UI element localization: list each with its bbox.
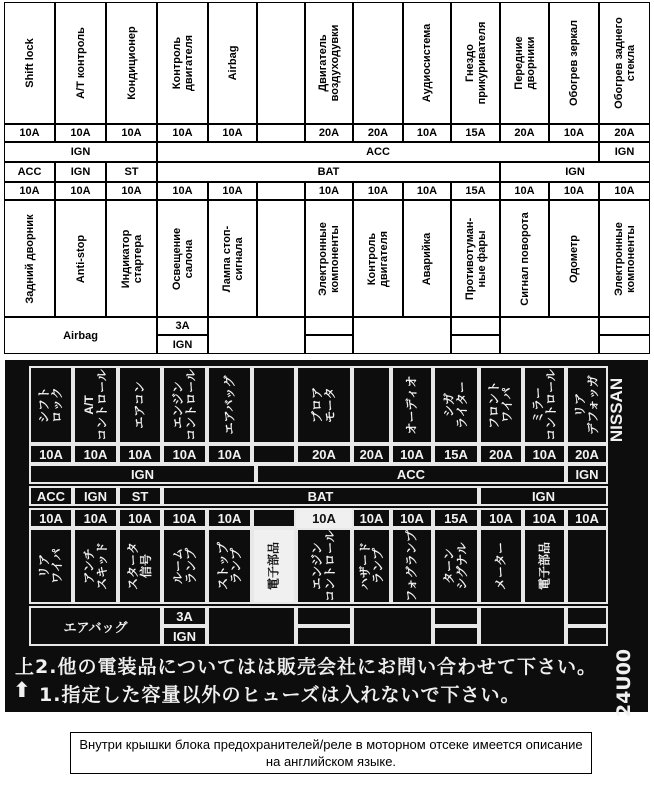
lower-label-2-cell (106, 200, 157, 317)
jp-header-label-4: エアバッグ (222, 375, 236, 435)
header-label-0-cell (4, 2, 55, 124)
header-label-6-cell (305, 2, 353, 124)
jp-upper-amp-5 (252, 444, 296, 464)
jp-empty-block-6 (433, 626, 479, 646)
lower-label-7: Контроль двигателя (366, 230, 390, 287)
empty-block-8 (599, 317, 650, 335)
lower-label-1: Anti-stop (74, 234, 87, 283)
lower-label-5-cell (257, 200, 305, 317)
lower-label-1-cell (55, 200, 106, 317)
airbag-power: IGN (157, 335, 208, 354)
jp-upper-amp-0: 10A (29, 444, 73, 464)
jp-airbag-label: エアバッグ (29, 606, 162, 646)
lower-label-0-cell (4, 200, 55, 317)
header-label-8-cell (403, 2, 451, 124)
header-label-10: Передние дворники (512, 36, 537, 90)
lower-amp-1: 10A (55, 182, 106, 200)
jp-lower-amp-11: 10A (523, 508, 566, 528)
lower-amp-4: 10A (208, 182, 257, 200)
header-label-4-cell (208, 2, 257, 124)
middle-power-st: ST (106, 162, 157, 182)
jp-empty-block-2 (296, 606, 352, 626)
upper-amp-6: 20A (305, 124, 353, 142)
header-label-9-cell (451, 2, 500, 124)
header-label-8: Аудиосистема (421, 23, 433, 103)
lower-label-0: Задний дворник (23, 213, 36, 304)
lower-amp-3: 10A (157, 182, 208, 200)
jp-header-label-12-cell (566, 366, 608, 444)
empty-block-6 (451, 335, 500, 354)
jp-upper-amp-9: 15A (433, 444, 479, 464)
jp-header-label-4-cell (207, 366, 252, 444)
lower-label-10: Сигнал поворота (518, 211, 531, 306)
jp-middle-power-acc: ACC (29, 486, 73, 506)
jp-lower-label-3: ルーム ランプ (170, 547, 198, 585)
jp-lower-label-0-cell (29, 528, 73, 604)
jp-lower-label-11-cell (523, 528, 566, 604)
upper-power-acc: ACC (157, 142, 599, 162)
jp-empty-block-4 (352, 606, 433, 646)
upper-amp-9: 15A (451, 124, 500, 142)
jp-header-label-11-cell (523, 366, 566, 444)
jp-lower-amp-9: 15A (433, 508, 479, 528)
jp-lower-amp-4: 10A (207, 508, 252, 528)
lower-label-2: Индикатор стартера (119, 229, 144, 288)
header-label-9: Гнездо прикуривателя (463, 21, 488, 105)
header-label-2-cell (106, 2, 157, 124)
header-label-7-cell (353, 2, 403, 124)
header-label-12-cell (599, 2, 650, 124)
upper-amp-7: 20A (353, 124, 403, 142)
lower-label-3-cell (157, 200, 208, 317)
jp-header-label-12: リア デフォッガ (573, 375, 600, 435)
jp-empty-block-1 (207, 606, 296, 646)
jp-lower-amp-1: 10A (73, 508, 118, 528)
jp-airbag-power: IGN (162, 626, 207, 646)
jp-upper-amp-7: 20A (352, 444, 391, 464)
lower-amp-5 (257, 182, 305, 200)
upper-amp-8: 10A (403, 124, 451, 142)
empty-block-9 (599, 335, 650, 354)
jp-header-label-11: ミラー コントロール (530, 369, 558, 441)
header-label-1-cell (55, 2, 106, 124)
header-label-10-cell (500, 2, 549, 124)
jp-header-label-6: ブロア モータ (310, 386, 337, 424)
jp-lower-label-2: スタータ 信号 (126, 541, 153, 591)
jp-lower-label-9-cell (433, 528, 479, 604)
lower-label-7-cell (353, 200, 403, 317)
jp-header-label-8-cell (391, 366, 433, 444)
jp-lower-amp-6: 10A (296, 508, 352, 528)
lower-label-11-cell (549, 200, 599, 317)
lower-amp-10: 10A (500, 182, 549, 200)
jp-header-label-1-cell (73, 366, 118, 444)
jp-empty-block-3 (296, 626, 352, 646)
jp-lower-label-4: ストップ ランプ (215, 542, 243, 590)
lower-label-6: Электронные компоненты (317, 221, 341, 296)
jp-lower-label-3-cell (162, 528, 207, 604)
jp-upper-power-ign: IGN (29, 464, 256, 484)
upper-power-ign: IGN (4, 142, 157, 162)
jp-middle-power-bat: BAT (162, 486, 479, 506)
jp-header-label-2-cell (118, 366, 162, 444)
jp-lower-label-0: リア ワイパ (37, 548, 64, 584)
empty-block-1 (208, 317, 305, 354)
caption-note: Внутри крышки блока предохранителей/реле в моторном отсеке имеется описание на английском языке. (70, 732, 592, 774)
header-label-2: Кондиционер (125, 26, 138, 100)
jp-header-label-0-cell (29, 366, 73, 444)
lower-amp-2: 10A (106, 182, 157, 200)
lower-amp-8: 10A (403, 182, 451, 200)
header-label-1: A/T контроль (74, 27, 87, 99)
jp-upper-amp-10: 20A (479, 444, 523, 464)
upper-amp-4: 10A (208, 124, 257, 142)
upper-power-ign-right: IGN (599, 142, 650, 162)
header-label-6: Двигатель воздуходувки (317, 24, 341, 102)
middle-power-ign: IGN (55, 162, 106, 182)
jp-upper-amp-2: 10A (118, 444, 162, 464)
jp-lower-label-4-cell (207, 528, 252, 604)
lower-label-8-cell (403, 200, 451, 317)
fuse-table-russian (0, 0, 654, 357)
lower-amp-0: 10A (4, 182, 55, 200)
header-label-5-cell (257, 2, 305, 124)
jp-empty-block-5 (433, 606, 479, 626)
jp-lower-label-7: ハザード ランプ (357, 541, 385, 591)
jp-lower-label-6: エンジン コントロール (310, 530, 337, 602)
jp-header-label-0: シフト ロック (37, 386, 64, 424)
jp-lower-label-6-cell (296, 528, 352, 604)
header-label-3-cell (157, 2, 208, 124)
jp-header-label-5-cell (252, 366, 296, 444)
lower-label-11: Одометр (568, 234, 580, 283)
jp-lower-label-8-cell (391, 528, 433, 604)
jp-lower-amp-0: 10A (29, 508, 73, 528)
jp-header-label-9: シガ ライター (442, 381, 469, 429)
jp-lower-label-9: ターン シグナル (442, 542, 469, 590)
lower-amp-11: 10A (549, 182, 599, 200)
upper-amp-10: 20A (500, 124, 549, 142)
jp-header-label-9-cell (433, 366, 479, 444)
lower-label-9: Противотуман- ные фары (463, 217, 488, 300)
jp-empty-block-7 (479, 606, 566, 646)
jp-lower-amp-10: 10A (479, 508, 523, 528)
jp-lower-label-11: 電子部品 (537, 541, 551, 591)
middle-power-bat: BAT (157, 162, 500, 182)
jp-lower-label-7-cell (352, 528, 391, 604)
jp-upper-amp-4: 10A (207, 444, 252, 464)
jp-note-line-2: 1.指定した容量以外のヒューズは入れないで下さい。 (39, 684, 521, 706)
header-label-0: Shift lock (23, 38, 36, 88)
lower-label-3: Освещение салона (170, 227, 195, 290)
lower-label-12-cell (599, 200, 650, 317)
lower-amp-7: 10A (353, 182, 403, 200)
jp-empty-block-9 (566, 626, 608, 646)
middle-power-acc: ACC (4, 162, 55, 182)
upper-amp-2: 10A (106, 124, 157, 142)
upper-amp-11: 10A (549, 124, 599, 142)
jp-middle-power-ign: IGN (73, 486, 118, 506)
upper-amp-1: 10A (55, 124, 106, 142)
upper-amp-3: 10A (157, 124, 208, 142)
jp-lower-label-10-cell (479, 528, 523, 604)
empty-block-2 (305, 317, 353, 335)
jp-lower-amp-12: 10A (566, 508, 608, 528)
lower-amp-12: 10A (599, 182, 650, 200)
brand-logo: NISSAN (607, 377, 627, 443)
jp-lower-amp-8: 10A (391, 508, 433, 528)
jp-header-label-7-cell (352, 366, 391, 444)
jp-note-line-1: 上2.他の電装品についてはは販売会社にお問い合わせて下さい。 (15, 656, 598, 678)
jp-upper-amp-6: 20A (296, 444, 352, 464)
jp-lower-label-8: フォグランプ (404, 530, 419, 602)
up-arrow-icon: ⬆ (13, 678, 32, 702)
jp-header-label-8: オーディオ (404, 375, 419, 435)
jp-lower-amp-2: 10A (118, 508, 162, 528)
empty-block-7 (500, 317, 599, 354)
jp-header-label-10-cell (479, 366, 523, 444)
empty-block-5 (451, 317, 500, 335)
jp-lower-amp-7: 10A (352, 508, 391, 528)
jp-upper-amp-11: 10A (523, 444, 566, 464)
empty-block-3 (305, 335, 353, 354)
header-label-3: Контроль двигателя (170, 34, 195, 92)
lower-label-9-cell (451, 200, 500, 317)
jp-empty-block-8 (566, 606, 608, 626)
jp-lower-label-5-cell (252, 528, 296, 604)
lower-label-6-cell (305, 200, 353, 317)
jp-header-label-2: エアコン (132, 381, 147, 429)
upper-amp-12: 20A (599, 124, 650, 142)
jp-upper-power-ign-right: IGN (566, 464, 608, 484)
lower-amp-9: 15A (451, 182, 500, 200)
jp-middle-power-st: ST (118, 486, 162, 506)
header-label-11-cell (549, 2, 599, 124)
header-label-12: Обогрев заднего стекла (612, 17, 637, 109)
jp-lower-label-10: メーター (493, 541, 508, 591)
lower-label-4-cell (208, 200, 257, 317)
jp-header-label-6-cell (296, 366, 352, 444)
lower-label-4: Лампа стоп- сигнала (220, 225, 245, 292)
jp-upper-amp-12: 20A (566, 444, 608, 464)
jp-header-label-3: エンジン コントロール (170, 369, 198, 441)
upper-amp-0: 10A (4, 124, 55, 142)
jp-lower-amp-5 (252, 508, 296, 528)
empty-block-4 (353, 317, 451, 354)
header-label-4: Airbag (226, 45, 239, 81)
middle-power-ign-right: IGN (500, 162, 650, 182)
upper-amp-5 (257, 124, 305, 142)
jp-upper-power-acc: ACC (256, 464, 566, 484)
jp-header-label-1: A/T コントロール (81, 369, 109, 441)
jp-upper-amp-3: 10A (162, 444, 207, 464)
lower-label-10-cell (500, 200, 549, 317)
part-code: 24U00 (613, 648, 636, 718)
jp-lower-label-1-cell (73, 528, 118, 604)
jp-header-label-3-cell (162, 366, 207, 444)
jp-upper-amp-1: 10A (73, 444, 118, 464)
jp-airbag-amp: 3A (162, 606, 207, 626)
fuse-label-photo (5, 360, 648, 718)
lower-amp-6: 10A (305, 182, 353, 200)
jp-lower-amp-3: 10A (162, 508, 207, 528)
lower-label-12: Электронные компоненты (612, 221, 637, 296)
jp-header-label-10: フロント ワイパ (487, 380, 514, 430)
airbag-amp: 3A (157, 317, 208, 335)
lower-label-8: Аварийка (421, 232, 433, 285)
jp-lower-label-12-cell (566, 528, 608, 604)
jp-lower-label-2-cell (118, 528, 162, 604)
jp-lower-label-5: 電子部品 (266, 541, 281, 591)
header-label-11: Обогрев зеркал (568, 19, 580, 107)
jp-upper-amp-8: 10A (391, 444, 433, 464)
jp-middle-power-ign-right: IGN (479, 486, 608, 506)
jp-lower-label-1: アンチ スキッド (81, 542, 109, 590)
airbag-label: Airbag (4, 317, 157, 354)
